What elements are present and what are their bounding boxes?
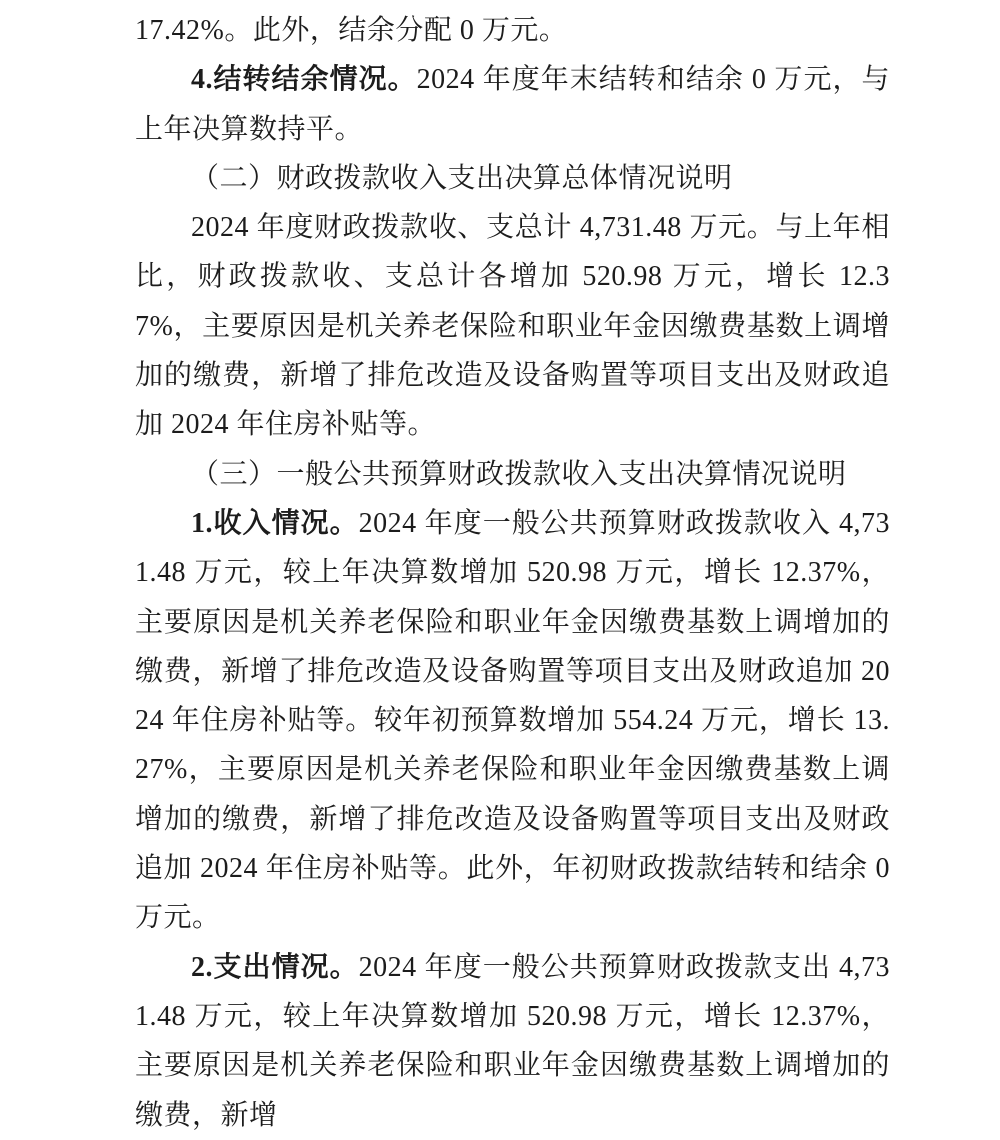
body-text: 2024 年度一般公共预算财政拨款支出 4,731.48 万元，较上年决算数增加 520.98 万元，增长 12.37%，主要原因是机关养老保险和职业年金因缴费基数上调增加的缴费，新增 [135,951,890,1131]
paragraph-expenditure-situation [135,943,890,1140]
heading-section-3 [135,450,890,499]
body-text: 2024 年度财政拨款收、支总计 4,731.48 万元。与上年相比，财政拨款收、支总计各增加 520.98 万元，增长 12.37%，主要原因是机关养老保险和职业年金因缴费基数上调增加的缴费，新增了排危改造及设备购置等项目支出及财政追加 2024 年住房补贴等。 [135,212,890,441]
runin-heading-expenditure: 2.支出情况。 [191,951,359,983]
runin-heading-carryover: 4.结转结余情况。 [191,64,417,96]
body-text: 2024 年度一般公共预算财政拨款收入 4,731.48 万元，较上年决算数增加 520.98 万元，增长 12.37%，主要原因是机关养老保险和职业年金因缴费基数上调增加的缴费，新增了排危改造及设备购置等项目支出及财政追加 2024 年住房补贴等。较年初预算数增加 554.24 万元，增长 13.27%，主要原因是机关养老保险和职业年金因缴费基数上调增加的缴费，新增了排危改造及设备购置等项目支出及财政追加 2024 年住房补贴等。此外，年初财政拨款结转和结余 0 万元。 [135,507,890,934]
paragraph-income-situation [135,499,890,943]
heading-section-2 [135,154,890,203]
body-text: 17.42%。此外，结余分配 0 万元。 [135,15,568,46]
heading-text: （三）一般公共预算财政拨款收入支出决算情况说明 [191,458,847,490]
document-page [135,0,890,1140]
paragraph-continuation-surplus-distribution [135,6,890,55]
paragraph-carryover-balance [135,55,890,154]
runin-heading-income: 1.收入情况。 [191,507,359,539]
paragraph-section-2-body [135,203,890,449]
body-text: 2024 年度年末结转和结余 0 万元，与上年决算数持平。 [135,64,890,145]
heading-text: （二）财政拨款收入支出决算总体情况说明 [191,162,733,194]
